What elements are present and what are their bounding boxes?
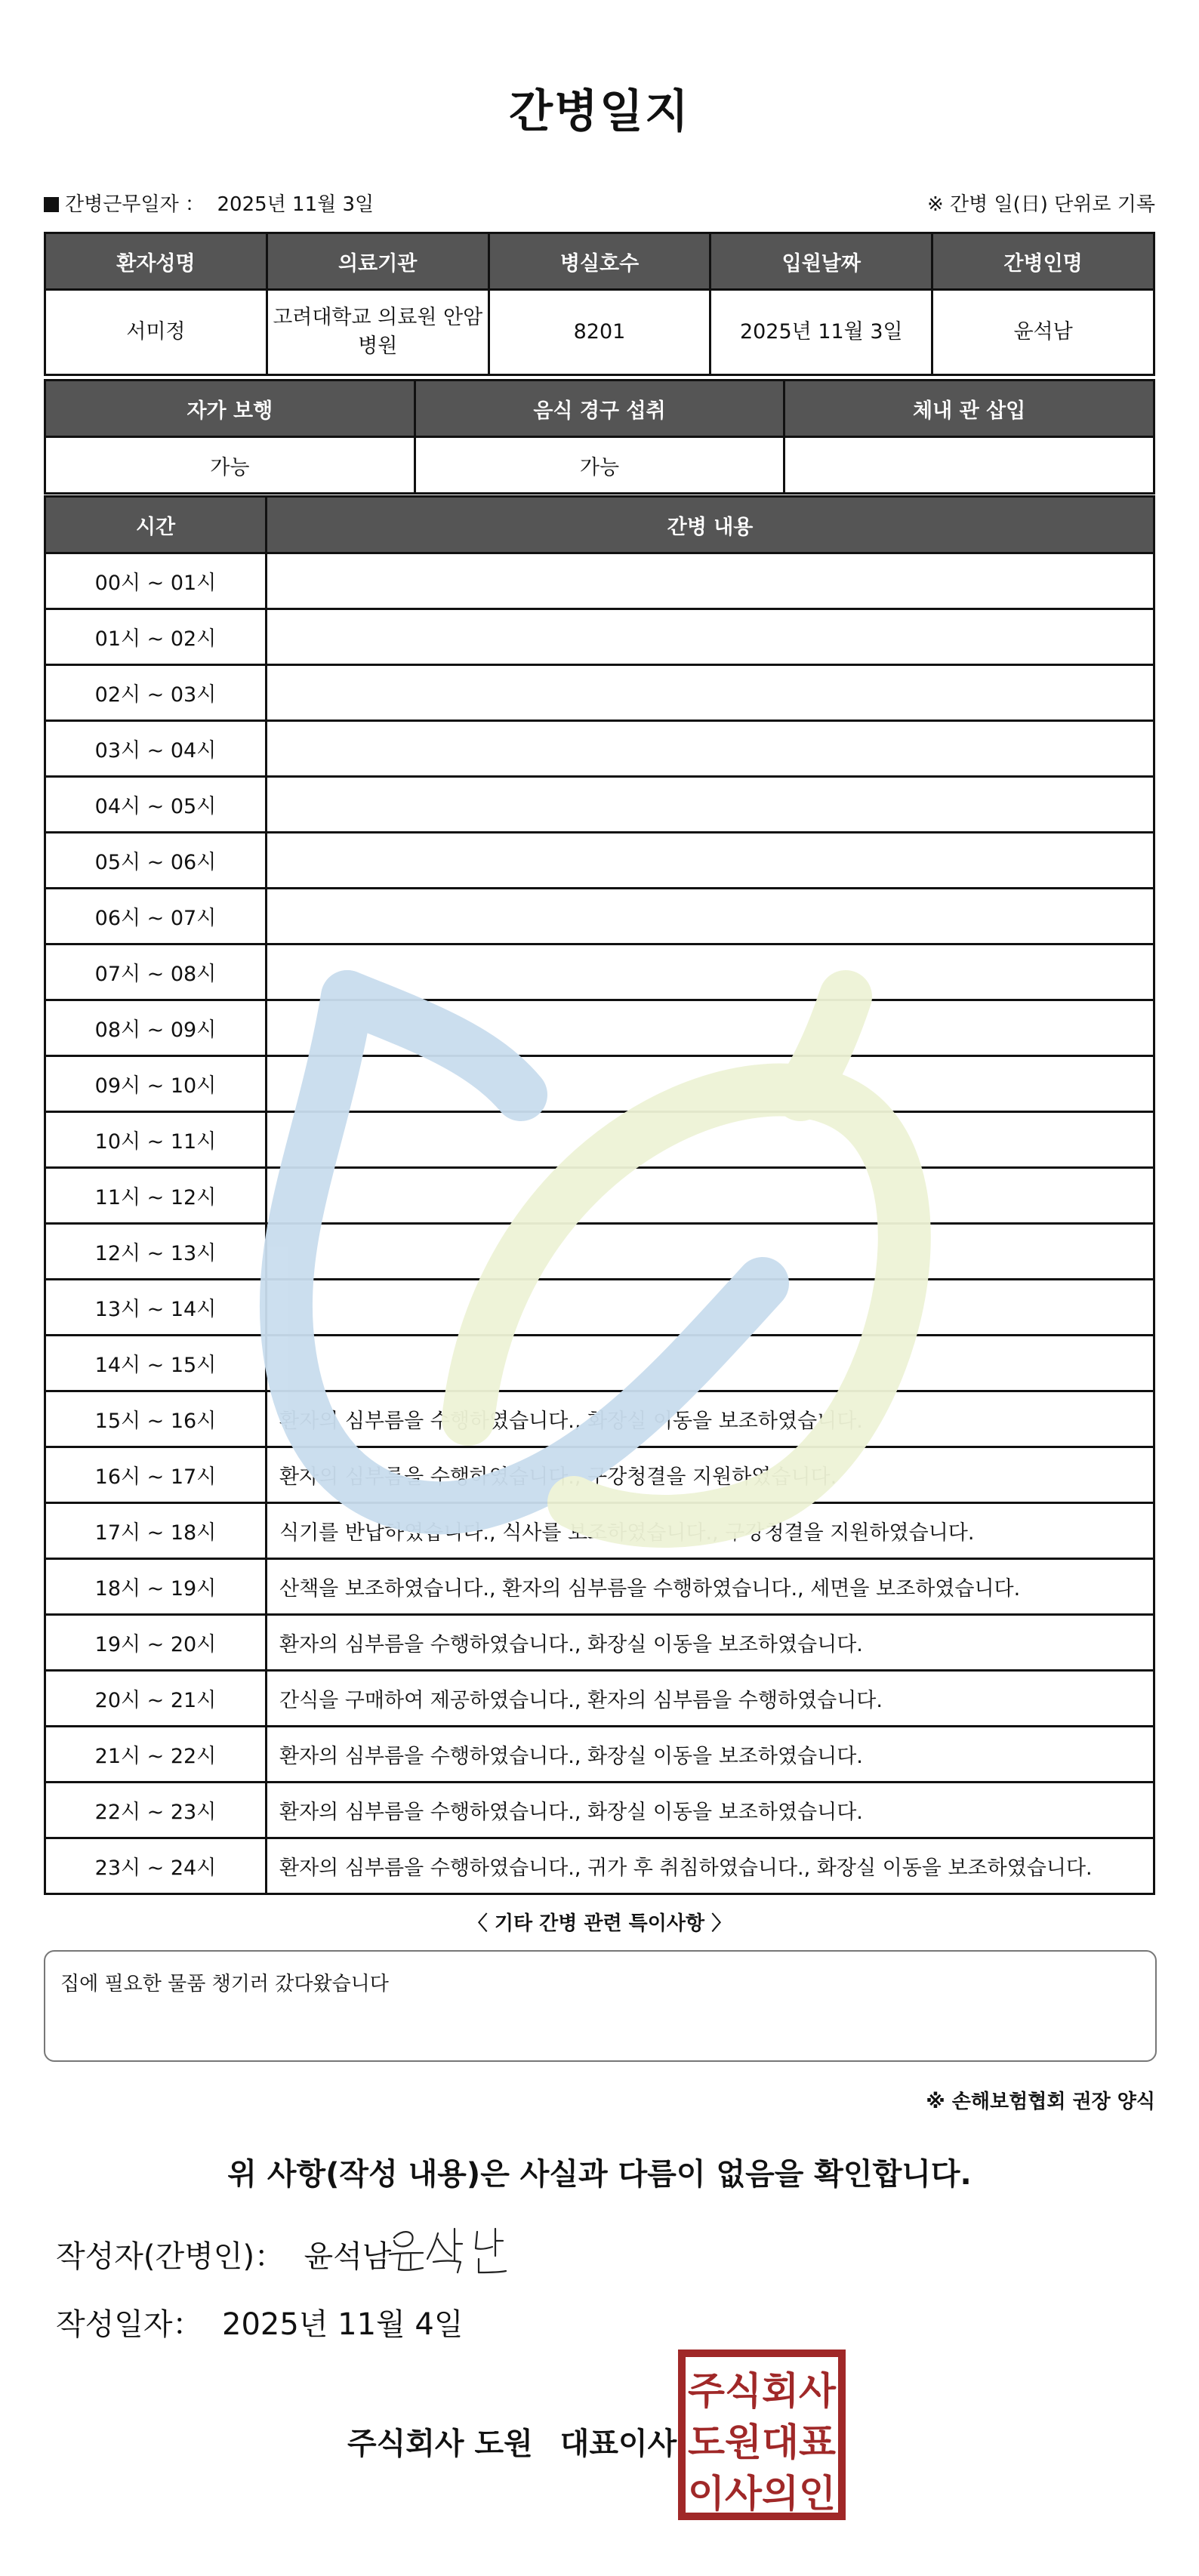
time-slot: 04시 ~ 05시 [45,777,267,833]
patient-status-table [44,379,1155,495]
table-row [45,1447,1154,1503]
remarks-box [44,1950,1157,2062]
work-date [44,189,374,217]
header-caregiver-name: 간병인명 [932,233,1154,290]
care-content: 환자의 심부름을 수행하였습니다., 화장실 이동을 보조하였습니다. [267,1783,1154,1838]
writer-label: 작성자(간병인)： [56,2239,285,2274]
table-row [45,290,1154,375]
table-row [45,833,1154,889]
patient-name: 서미정 [45,290,267,375]
time-slot: 21시 ~ 22시 [45,1727,267,1783]
header-patient-name: 환자성명 [45,233,267,290]
admission-date: 2025년 11월 3일 [710,290,932,375]
table-header-row [45,381,1154,437]
care-content: 식기를 반납하였습니다., 식사를 보조하였습니다., 구강청결을 지원하였습니다. [267,1503,1154,1559]
time-slot: 15시 ~ 16시 [45,1391,267,1447]
care-content: 간식을 구매하여 제공하였습니다., 환자의 심부름을 수행하였습니다. [267,1671,1154,1727]
time-slot: 14시 ~ 15시 [45,1336,267,1391]
table-row [45,1727,1154,1783]
oral-intake: 가능 [415,437,784,494]
company-name: 주식회사 도원 [347,2427,533,2461]
confirmation-statement: 위 사항(작성 내용)은 사실과 다름이 없음을 확인합니다. [227,2157,972,2192]
work-date-label: 간병근무일자 ： [65,193,205,216]
table-row [45,1391,1154,1447]
written-date-line [56,2300,464,2343]
self-walking: 가능 [45,437,415,494]
meta-row [44,189,1155,219]
care-content: 환자의 심부름을 수행하였습니다., 구강청결을 지원하였습니다. [267,1447,1154,1503]
time-slot: 20시 ~ 21시 [45,1671,267,1727]
table-row [45,1224,1154,1280]
square-bullet-icon [44,197,59,212]
table-row [45,721,1154,777]
care-log-body [45,553,1154,1894]
care-content [267,1168,1154,1224]
time-slot: 00시 ~ 01시 [45,553,267,609]
written-date-value: 2025년 11월 4일 [222,2307,464,2342]
table-header-row [45,233,1154,290]
care-content [267,1112,1154,1168]
time-slot: 07시 ~ 08시 [45,944,267,1000]
table-row [45,1280,1154,1336]
time-slot: 13시 ~ 14시 [45,1280,267,1336]
table-row [45,1336,1154,1391]
header-hospital: 의료기관 [267,233,489,290]
time-slot: 22시 ~ 23시 [45,1783,267,1838]
care-content: 산책을 보조하였습니다., 환자의 심부름을 수행하였습니다., 세면을 보조하였습니다. [267,1559,1154,1615]
header-admission-date: 입원날짜 [710,233,932,290]
work-date-value: 2025년 11월 3일 [217,193,374,216]
company-role: 대표이사 [559,2427,677,2461]
table-row [45,1559,1154,1615]
written-date-label: 작성일자： [56,2307,203,2342]
remarks-text: 집에 필요한 물품 챙기러 갔다왔습니다 [60,1973,389,1995]
care-content: 환자의 심부름을 수행하였습니다., 귀가 후 취침하였습니다., 화장실 이동을 보조하였습니다. [267,1838,1154,1894]
seal-line-3: 이사의인 [688,2472,836,2516]
table-row [45,1503,1154,1559]
table-row [45,437,1154,494]
writer-name: 윤석남 [304,2239,392,2274]
header-room-number: 병실호수 [489,233,710,290]
care-content [267,833,1154,889]
remarks-title: 〈 기타 간병 관련 특이사항 〉 [467,1912,732,1935]
table-row [45,1000,1154,1056]
table-row [45,553,1154,609]
table-row [45,1615,1154,1671]
table-row [45,777,1154,833]
table-row [45,665,1154,721]
time-slot: 10시 ~ 11시 [45,1112,267,1168]
seal-line-2: 도원대표 [688,2420,837,2464]
care-content [267,1336,1154,1391]
care-log-table [44,495,1155,1895]
company-seal [678,2350,846,2520]
header-tube-insertion: 체내 관 삽입 [784,381,1154,437]
time-slot: 23시 ~ 24시 [45,1838,267,1894]
time-slot: 18시 ~ 19시 [45,1559,267,1615]
time-slot: 17시 ~ 18시 [45,1503,267,1559]
caregiver-name: 윤석남 [932,290,1154,375]
table-row [45,1112,1154,1168]
hospital: 고려대학교 의료원 안암병원 [267,290,489,375]
care-content [267,944,1154,1000]
table-row [45,1168,1154,1224]
care-content [267,609,1154,665]
unit-note: ※ 간병 일(日) 단위로 기록 [926,193,1155,216]
header-care-content: 간병 내용 [267,497,1154,553]
writer-line [56,2232,391,2276]
table-header-row [45,497,1154,553]
page-title: 간병일지 [509,85,690,138]
time-slot: 08시 ~ 09시 [45,1000,267,1056]
tube-insertion [784,437,1154,494]
care-content [267,1056,1154,1112]
care-content [267,1000,1154,1056]
time-slot: 05시 ~ 06시 [45,833,267,889]
table-row [45,609,1154,665]
time-slot: 01시 ~ 02시 [45,609,267,665]
care-content [267,553,1154,609]
table-row [45,1783,1154,1838]
room-number: 8201 [489,290,710,375]
time-slot: 02시 ~ 03시 [45,665,267,721]
care-content [267,889,1154,944]
header-self-walking: 자가 보행 [45,381,415,437]
care-content [267,1224,1154,1280]
care-content [267,721,1154,777]
header-oral-intake: 음식 경구 섭취 [415,381,784,437]
time-slot: 09시 ~ 10시 [45,1056,267,1112]
table-row [45,889,1154,944]
seal-line-1: 주식회사 [688,2369,837,2413]
care-content: 환자의 심부름을 수행하였습니다., 화장실 이동을 보조하였습니다. [267,1615,1154,1671]
table-row [45,1056,1154,1112]
time-slot: 03시 ~ 04시 [45,721,267,777]
time-slot: 06시 ~ 07시 [45,889,267,944]
time-slot: 19시 ~ 20시 [45,1615,267,1671]
table-row [45,944,1154,1000]
table-row [45,1671,1154,1727]
care-content [267,665,1154,721]
care-content: 환자의 심부름을 수행하였습니다., 화장실 이동을 보조하였습니다. [267,1391,1154,1447]
care-content: 환자의 심부름을 수행하였습니다., 화장실 이동을 보조하였습니다. [267,1727,1154,1783]
time-slot: 11시 ~ 12시 [45,1168,267,1224]
time-slot: 12시 ~ 13시 [45,1224,267,1280]
time-slot: 16시 ~ 17시 [45,1447,267,1503]
header-time: 시간 [45,497,267,553]
handwritten-signature [385,2223,529,2277]
recommendation-note: ※ 손해보험협회 권장 양식 [926,2091,1155,2113]
patient-info-table [44,232,1155,376]
care-content [267,1280,1154,1336]
company-line [347,2420,677,2463]
care-content [267,777,1154,833]
table-row [45,1838,1154,1894]
